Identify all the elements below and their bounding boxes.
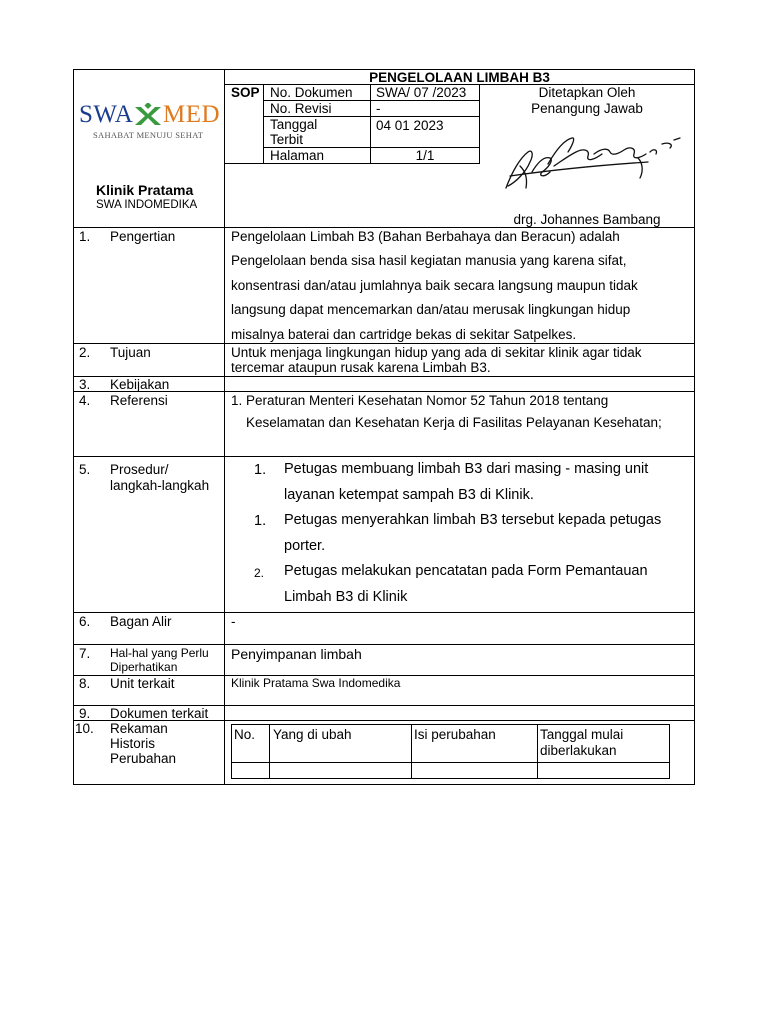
row-6-value: - (231, 614, 236, 629)
logo-text-med: MED (163, 101, 221, 128)
row-1-content: Pengelolaan Limbah B3 (Bahan Berbahaya dan Beracun) adalah Pengelolaan benda sisa hasil kegiatan manusia yang karena sifat, konsentrasi dan/atau jumlahnya baik secara langsung maupun tidak langsung dapat mencemarkan dan/atau merusak lingkungan hidup misalnya baterai dan cartridge bekas di sekitar Satpelkes. (231, 229, 638, 342)
row-5-label-line-2: langkah-langkah (110, 478, 210, 493)
step-2-number: 1. (254, 513, 267, 529)
row-5-number: 5. (79, 462, 91, 477)
history-header-date-2: diberlakukan (540, 743, 617, 758)
meta-value-page: 1/1 (415, 148, 435, 163)
history-header-content: Isi perubahan (414, 727, 496, 742)
meta-label-page: Halaman (270, 148, 325, 163)
step-3-number: 2. (254, 566, 265, 580)
clinic-subname: SWA INDOMEDIKA (96, 199, 198, 211)
row-8-label: Unit terkait (110, 676, 175, 691)
meta-value-revision: - (376, 101, 381, 116)
row-7-label-line-1: Hal-hal yang Perlu (110, 646, 209, 660)
row-9-number: 9. (79, 706, 91, 721)
row-2-content-line-2: tercemar ataupun rusak karena Limbah B3. (231, 360, 491, 375)
row-7-label-line-2: Diperhatikan (110, 660, 178, 674)
step-1-text: Petugas membuang limbah B3 dari masing - masing unit layanan ketempat sampah B3 di Klinik. (284, 461, 649, 503)
signature-icon (498, 132, 688, 198)
row-2-number: 2. (79, 345, 91, 360)
signer-name: drg. Johannes Bambang (513, 212, 661, 227)
row-7-value: Penyimpanan limbah (231, 646, 362, 662)
logo-tagline: SAHABAT MENUJU SEHAT (93, 130, 204, 140)
row-9-label: Dokumen terkait (110, 706, 209, 721)
row-7-number: 7. (79, 646, 91, 661)
approval-line-1: Ditetapkan Oleh (538, 85, 636, 100)
history-header-changed: Yang di ubah (273, 727, 352, 742)
row-1-label: Pengertian (110, 229, 176, 244)
approval-line-2: Penangung Jawab (531, 101, 643, 116)
row-10-label-line-1: Rekaman (110, 721, 168, 736)
history-header-no: No. (234, 727, 256, 742)
meta-label-revision: No. Revisi (270, 101, 332, 116)
row-5-label-line-1: Prosedur/ (110, 462, 169, 477)
row-2-content-line-1: Untuk menjaga lingkungan hidup yang ada di sekitar klinik agar tidak (231, 345, 642, 360)
step-2-text: Petugas menyerahkan limbah B3 tersebut kepada petugas porter. (284, 512, 662, 554)
document-title: PENGELOLAAN LIMBAH B3 (369, 70, 550, 85)
reference-line-2: Keselamatan dan Kesehatan Kerja di Fasilitas Pelayanan Kesehatan; (246, 415, 662, 430)
meta-label-doc-no: No. Dokumen (270, 85, 353, 100)
meta-label-date-2: Terbit (270, 132, 304, 147)
row-6-label: Bagan Alir (110, 614, 172, 629)
meta-value-date: 04 01 2023 (376, 118, 444, 133)
logo-text-swa: SWA (79, 101, 134, 128)
sop-label: SOP (231, 85, 260, 100)
logo-mark-icon (133, 103, 163, 129)
meta-value-doc-no: SWA/ 07 /2023 (376, 85, 467, 100)
row-2-label: Tujuan (110, 345, 151, 360)
step-1-number: 1. (254, 462, 267, 478)
row-10-label-line-3: Perubahan (110, 751, 177, 766)
clinic-name: Klinik Pratama (96, 182, 194, 198)
history-header-date-1: Tanggal mulai (540, 727, 624, 742)
reference-line-1: Peraturan Menteri Kesehatan Nomor 52 Tahun 2018 tentang (246, 393, 609, 408)
reference-number: 1. (231, 393, 243, 408)
row-4-label: Referensi (110, 393, 168, 408)
row-8-number: 8. (79, 676, 91, 691)
row-1-number: 1. (79, 229, 91, 244)
step-3-text: Petugas melakukan pencatatan pada Form Pemantauan Limbah B3 di Klinik (284, 563, 648, 605)
row-6-number: 6. (79, 614, 91, 629)
row-10-label-line-2: Historis (110, 736, 156, 751)
row-8-value: Klinik Pratama Swa Indomedika (231, 676, 401, 690)
row-4-number: 4. (79, 393, 91, 408)
meta-label-date-1: Tanggal (270, 117, 318, 132)
row-3-label: Kebijakan (110, 377, 170, 392)
row-3-number: 3. (79, 377, 91, 392)
row-10-number: 10. (75, 721, 94, 736)
